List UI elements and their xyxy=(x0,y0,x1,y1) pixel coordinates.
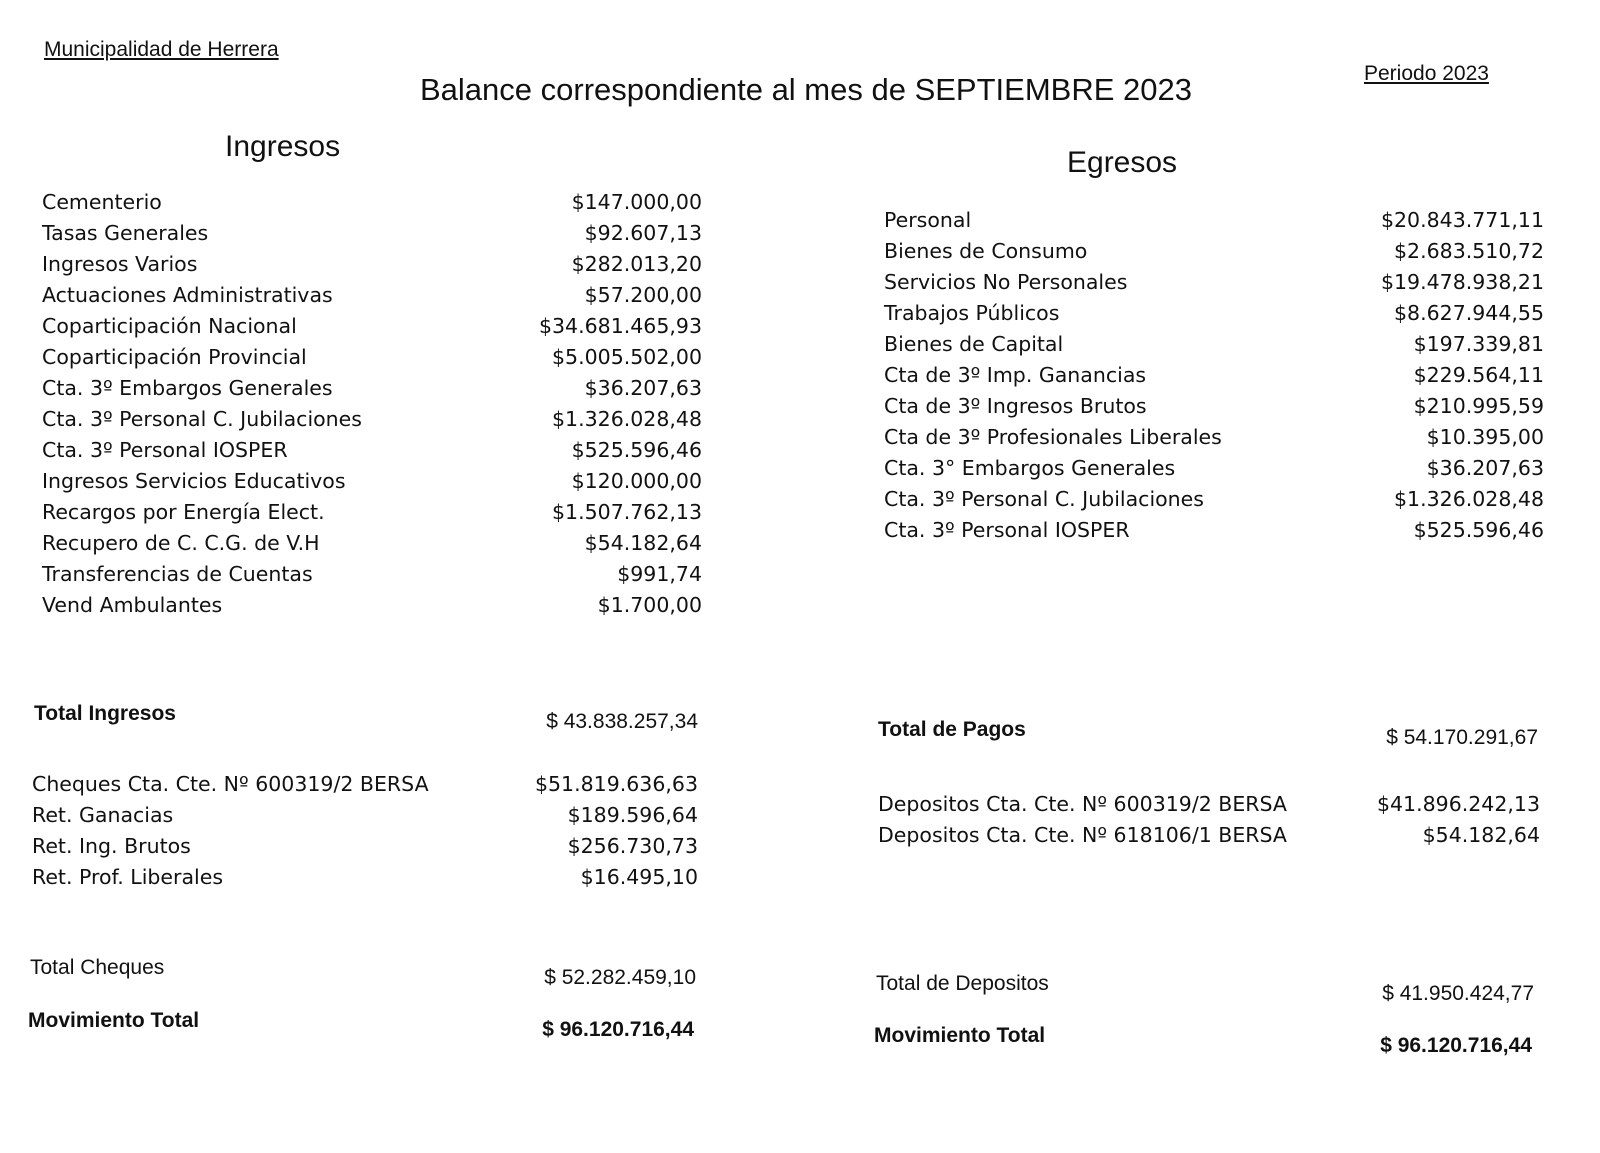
item-amount: $2.683.510,72 xyxy=(1394,239,1544,263)
item-label: Cta. 3º Personal IOSPER xyxy=(884,518,1130,542)
list-item xyxy=(32,834,698,865)
item-amount: $1.507.762,13 xyxy=(552,500,702,524)
list-item xyxy=(32,865,698,896)
list-item xyxy=(884,363,1544,394)
egresos-heading: Egresos xyxy=(1067,146,1178,179)
item-amount: $57.200,00 xyxy=(584,283,702,307)
item-label: Cta de 3º Ingresos Brutos xyxy=(884,394,1147,418)
total-depositos-amount: $ 41.950.424,77 xyxy=(1382,982,1534,1005)
item-label: Cta. 3º Embargos Generales xyxy=(42,376,333,400)
item-amount: $1.326.028,48 xyxy=(552,407,702,431)
ingresos-heading: Ingresos xyxy=(225,130,341,163)
list-item xyxy=(884,456,1544,487)
item-amount: $10.395,00 xyxy=(1426,425,1544,449)
item-amount: $34.681.465,93 xyxy=(538,314,702,338)
item-amount: $991,74 xyxy=(617,562,702,586)
item-amount: $51.819.636,63 xyxy=(534,772,698,796)
item-amount: $41.896.242,13 xyxy=(1376,792,1540,816)
item-label: Coparticipación Provincial xyxy=(42,345,307,369)
item-amount: $36.207,63 xyxy=(1426,456,1544,480)
item-label: Ingresos Varios xyxy=(42,252,198,276)
list-item xyxy=(884,332,1544,363)
list-item xyxy=(32,803,698,834)
item-label: Depositos Cta. Cte. Nº 618106/1 BERSA xyxy=(878,823,1287,847)
item-amount: $282.013,20 xyxy=(571,252,702,276)
list-item xyxy=(884,394,1544,425)
item-label: Depositos Cta. Cte. Nº 600319/2 BERSA xyxy=(878,792,1287,816)
movimiento-total-egresos-amount: $ 96.120.716,44 xyxy=(1380,1034,1532,1057)
list-item xyxy=(42,345,702,376)
item-amount: $54.182,64 xyxy=(584,531,702,555)
list-item xyxy=(878,792,1540,823)
item-amount: $197.339,81 xyxy=(1413,332,1544,356)
list-item xyxy=(42,283,702,314)
item-label: Vend Ambulantes xyxy=(42,593,223,617)
item-label: Personal xyxy=(884,208,972,232)
item-amount: $1.326.028,48 xyxy=(1394,487,1544,511)
total-depositos-label: Total de Depositos xyxy=(876,972,1049,995)
movimiento-total-ingresos-amount: $ 96.120.716,44 xyxy=(542,1018,694,1041)
item-amount: $189.596,64 xyxy=(567,803,698,827)
item-label: Ret. Ganacias xyxy=(32,803,174,827)
item-label: Cta. 3º Personal C. Jubilaciones xyxy=(42,407,362,431)
item-label: Cta. 3º Personal IOSPER xyxy=(42,438,288,462)
item-amount: $229.564,11 xyxy=(1413,363,1544,387)
list-item xyxy=(42,252,702,283)
total-cheques-amount: $ 52.282.459,10 xyxy=(544,966,696,989)
item-label: Cta de 3º Profesionales Liberales xyxy=(884,425,1222,449)
item-amount: $120.000,00 xyxy=(571,469,702,493)
item-amount: $525.596,46 xyxy=(1413,518,1544,542)
list-item xyxy=(42,314,702,345)
item-label: Trabajos Públicos xyxy=(884,301,1060,325)
list-item xyxy=(884,270,1544,301)
item-amount: $54.182,64 xyxy=(1422,823,1540,847)
item-label: Actuaciones Administrativas xyxy=(42,283,333,307)
list-item xyxy=(42,190,702,221)
item-amount: $19.478.938,21 xyxy=(1380,270,1544,294)
total-ingresos-amount: $ 43.838.257,34 xyxy=(546,710,698,733)
list-item xyxy=(884,487,1544,518)
list-item xyxy=(42,469,702,500)
item-label: Recupero de C. C.G. de V.H xyxy=(42,531,320,555)
list-item xyxy=(42,407,702,438)
list-item xyxy=(42,376,702,407)
list-item xyxy=(884,239,1544,270)
list-item xyxy=(42,438,702,469)
item-amount: $8.627.944,55 xyxy=(1394,301,1544,325)
list-item xyxy=(878,823,1540,854)
item-label: Ret. Ing. Brutos xyxy=(32,834,191,858)
cheques-list xyxy=(32,772,698,896)
item-label: Ret. Prof. Liberales xyxy=(32,865,224,889)
item-label: Cta de 3º Imp. Ganancias xyxy=(884,363,1147,387)
list-item xyxy=(42,593,702,624)
ingresos-list xyxy=(42,190,702,624)
item-label: Servicios No Personales xyxy=(884,270,1128,294)
item-amount: $20.843.771,11 xyxy=(1380,208,1544,232)
document-title: Balance correspondiente al mes de SEPTIEMBRE 2023 xyxy=(420,72,1192,107)
egresos-list xyxy=(884,208,1544,549)
movimiento-total-ingresos-label: Movimiento Total xyxy=(28,1009,200,1032)
item-label: Cheques Cta. Cte. Nº 600319/2 BERSA xyxy=(32,772,429,796)
item-amount: $1.700,00 xyxy=(597,593,702,617)
movimiento-total-egresos-label: Movimiento Total xyxy=(874,1024,1046,1047)
item-label: Cta. 3º Personal C. Jubilaciones xyxy=(884,487,1204,511)
list-item xyxy=(42,221,702,252)
item-label: Recargos por Energía Elect. xyxy=(42,500,325,524)
item-label: Bienes de Consumo xyxy=(884,239,1088,263)
item-amount: $36.207,63 xyxy=(584,376,702,400)
total-pagos-label: Total de Pagos xyxy=(878,718,1026,741)
period-label: Periodo 2023 xyxy=(1364,62,1489,85)
total-cheques-label: Total Cheques xyxy=(30,956,165,979)
depositos-list xyxy=(878,792,1540,854)
item-amount: $5.005.502,00 xyxy=(552,345,702,369)
list-item xyxy=(884,518,1544,549)
item-label: Transferencias de Cuentas xyxy=(42,562,313,586)
item-amount: $92.607,13 xyxy=(584,221,702,245)
item-label: Cementerio xyxy=(42,190,162,214)
item-amount: $16.495,10 xyxy=(580,865,698,889)
list-item xyxy=(32,772,698,803)
total-pagos-amount: $ 54.170.291,67 xyxy=(1386,726,1538,749)
total-ingresos-label: Total Ingresos xyxy=(34,702,176,725)
item-label: Ingresos Servicios Educativos xyxy=(42,469,346,493)
list-item xyxy=(42,500,702,531)
item-amount: $256.730,73 xyxy=(567,834,698,858)
item-label: Bienes de Capital xyxy=(884,332,1064,356)
municipality-name: Municipalidad de Herrera xyxy=(44,38,279,61)
item-amount: $210.995,59 xyxy=(1413,394,1544,418)
item-amount: $147.000,00 xyxy=(571,190,702,214)
list-item xyxy=(42,531,702,562)
item-label: Coparticipación Nacional xyxy=(42,314,297,338)
item-label: Cta. 3° Embargos Generales xyxy=(884,456,1176,480)
list-item xyxy=(42,562,702,593)
item-amount: $525.596,46 xyxy=(571,438,702,462)
item-label: Tasas Generales xyxy=(42,221,209,245)
list-item xyxy=(884,208,1544,239)
list-item xyxy=(884,301,1544,332)
list-item xyxy=(884,425,1544,456)
